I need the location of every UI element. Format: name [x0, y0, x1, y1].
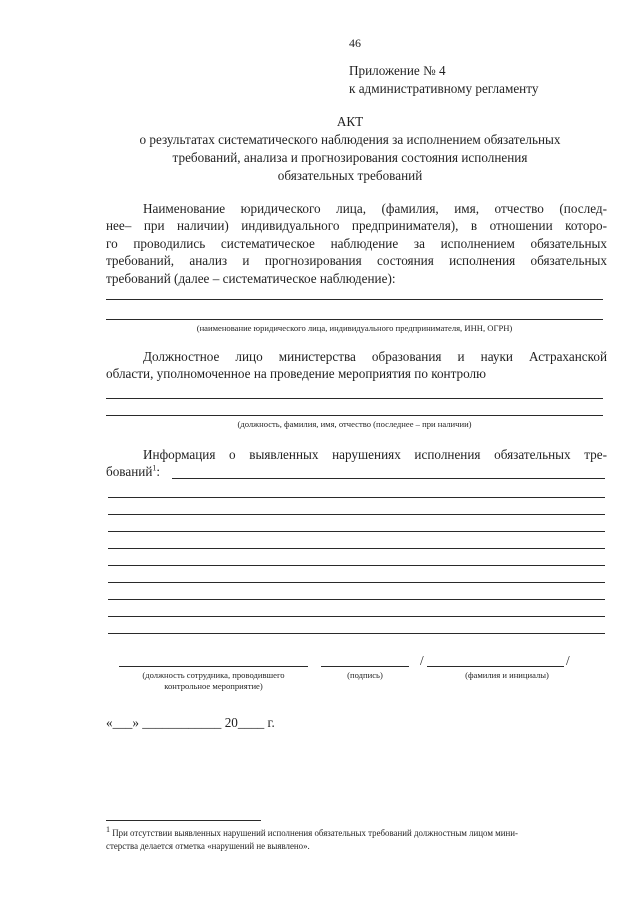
footnote-separator [106, 820, 261, 821]
paragraph-line: требований, анализ и прогнозирования состояния исполнения обязательных [106, 253, 607, 269]
violations-fill-line[interactable] [108, 633, 605, 634]
violations-fill-line[interactable] [108, 514, 605, 515]
date-year-prefix: 20 [224, 715, 238, 730]
violations-fill-line[interactable] [108, 531, 605, 532]
act-subtitle-line3: обязательных требований [277, 168, 423, 183]
paragraph-line: Наименование юридического лица, (фамилия, имя, отчество (послед- [143, 201, 607, 216]
official-fill-line[interactable] [106, 398, 603, 399]
paragraph-line: го проводились систематическое наблюдение за исполнением обязательных [106, 235, 607, 251]
paragraph-line: нее– при наличии) индивидуального предпринимателя), в отношении которо- [106, 218, 607, 234]
violations-fill-line[interactable] [108, 565, 605, 566]
footnote-line: стерства делается отметка «нарушений не выявлено». [106, 840, 310, 851]
violations-fill-line[interactable] [172, 478, 605, 479]
paragraph-line: Должностное лицо министерства образования и науки Астраханской [143, 349, 607, 364]
position-caption-line: (должность сотрудника, проводившего [142, 670, 285, 680]
entity-paragraph [106, 200, 607, 287]
violations-label-colon: : [156, 464, 161, 479]
position-caption [119, 670, 308, 692]
slash-left: / [420, 653, 424, 668]
date-line [106, 714, 275, 731]
position-fill-line[interactable] [119, 666, 308, 667]
appendix-subtitle: к административному регламенту [349, 81, 539, 96]
paragraph-line: Информация о выявленных нарушениях исполнения обязательных тре- [143, 447, 607, 462]
violations-fill-line[interactable] [108, 616, 605, 617]
act-subtitle-line1: о результатах систематического наблюдения за исполнением обязательных [139, 132, 561, 147]
violations-fill-line[interactable] [108, 497, 605, 498]
violations-fill-line[interactable] [108, 548, 605, 549]
page-number: 46 [349, 36, 361, 50]
violations-paragraph [106, 446, 607, 463]
position-caption-line: контрольное мероприятие) [164, 681, 263, 691]
date-year-suffix: г. [267, 715, 275, 730]
violations-fill-line[interactable] [108, 582, 605, 583]
violations-fill-line[interactable] [108, 599, 605, 600]
signature-fill-line[interactable] [321, 666, 409, 667]
name-fill-line[interactable] [427, 666, 564, 667]
footnote-mark: 1 [106, 825, 110, 835]
paragraph-line: области, уполномоченное на проведение мероприятия по контролю [106, 366, 486, 382]
paragraph-line: требований (далее – систематическое наблюдение): [106, 270, 396, 286]
entity-caption: (наименование юридического лица, индивидуального предпринимателя, ИНН, ОГРН) [196, 323, 513, 333]
footnote-text: При отсутствии выявленных нарушений исполнения обязательных требований должностным лицом мини- [112, 828, 518, 838]
official-caption: (должность, фамилия, имя, отчество (последнее – при наличии) [237, 419, 472, 429]
date-open-quote: « [106, 715, 113, 730]
slash-right: / [566, 653, 570, 668]
date-close-quote: » [132, 715, 139, 730]
act-title: АКТ [336, 114, 364, 129]
act-subtitle-line2: требований, анализа и прогнозирования состояния исполнения [172, 150, 528, 165]
signature-caption: (подпись) [347, 670, 383, 680]
date-month-field[interactable]: ____________ [142, 715, 222, 730]
official-paragraph [106, 348, 607, 383]
violations-label [106, 463, 160, 480]
date-year-field[interactable]: ____ [237, 715, 265, 730]
appendix-title: Приложение № 4 [349, 63, 446, 78]
date-day-field[interactable]: ___ [112, 715, 133, 730]
name-caption: (фамилия и инициалы) [465, 670, 549, 680]
footnote-line [106, 827, 518, 840]
official-fill-line[interactable] [106, 415, 603, 416]
footnote-reference: 1 [152, 463, 157, 473]
footnote [106, 827, 518, 852]
violations-label-text: бований [106, 464, 153, 479]
entity-fill-line[interactable] [106, 319, 603, 320]
entity-fill-line[interactable] [106, 299, 603, 300]
